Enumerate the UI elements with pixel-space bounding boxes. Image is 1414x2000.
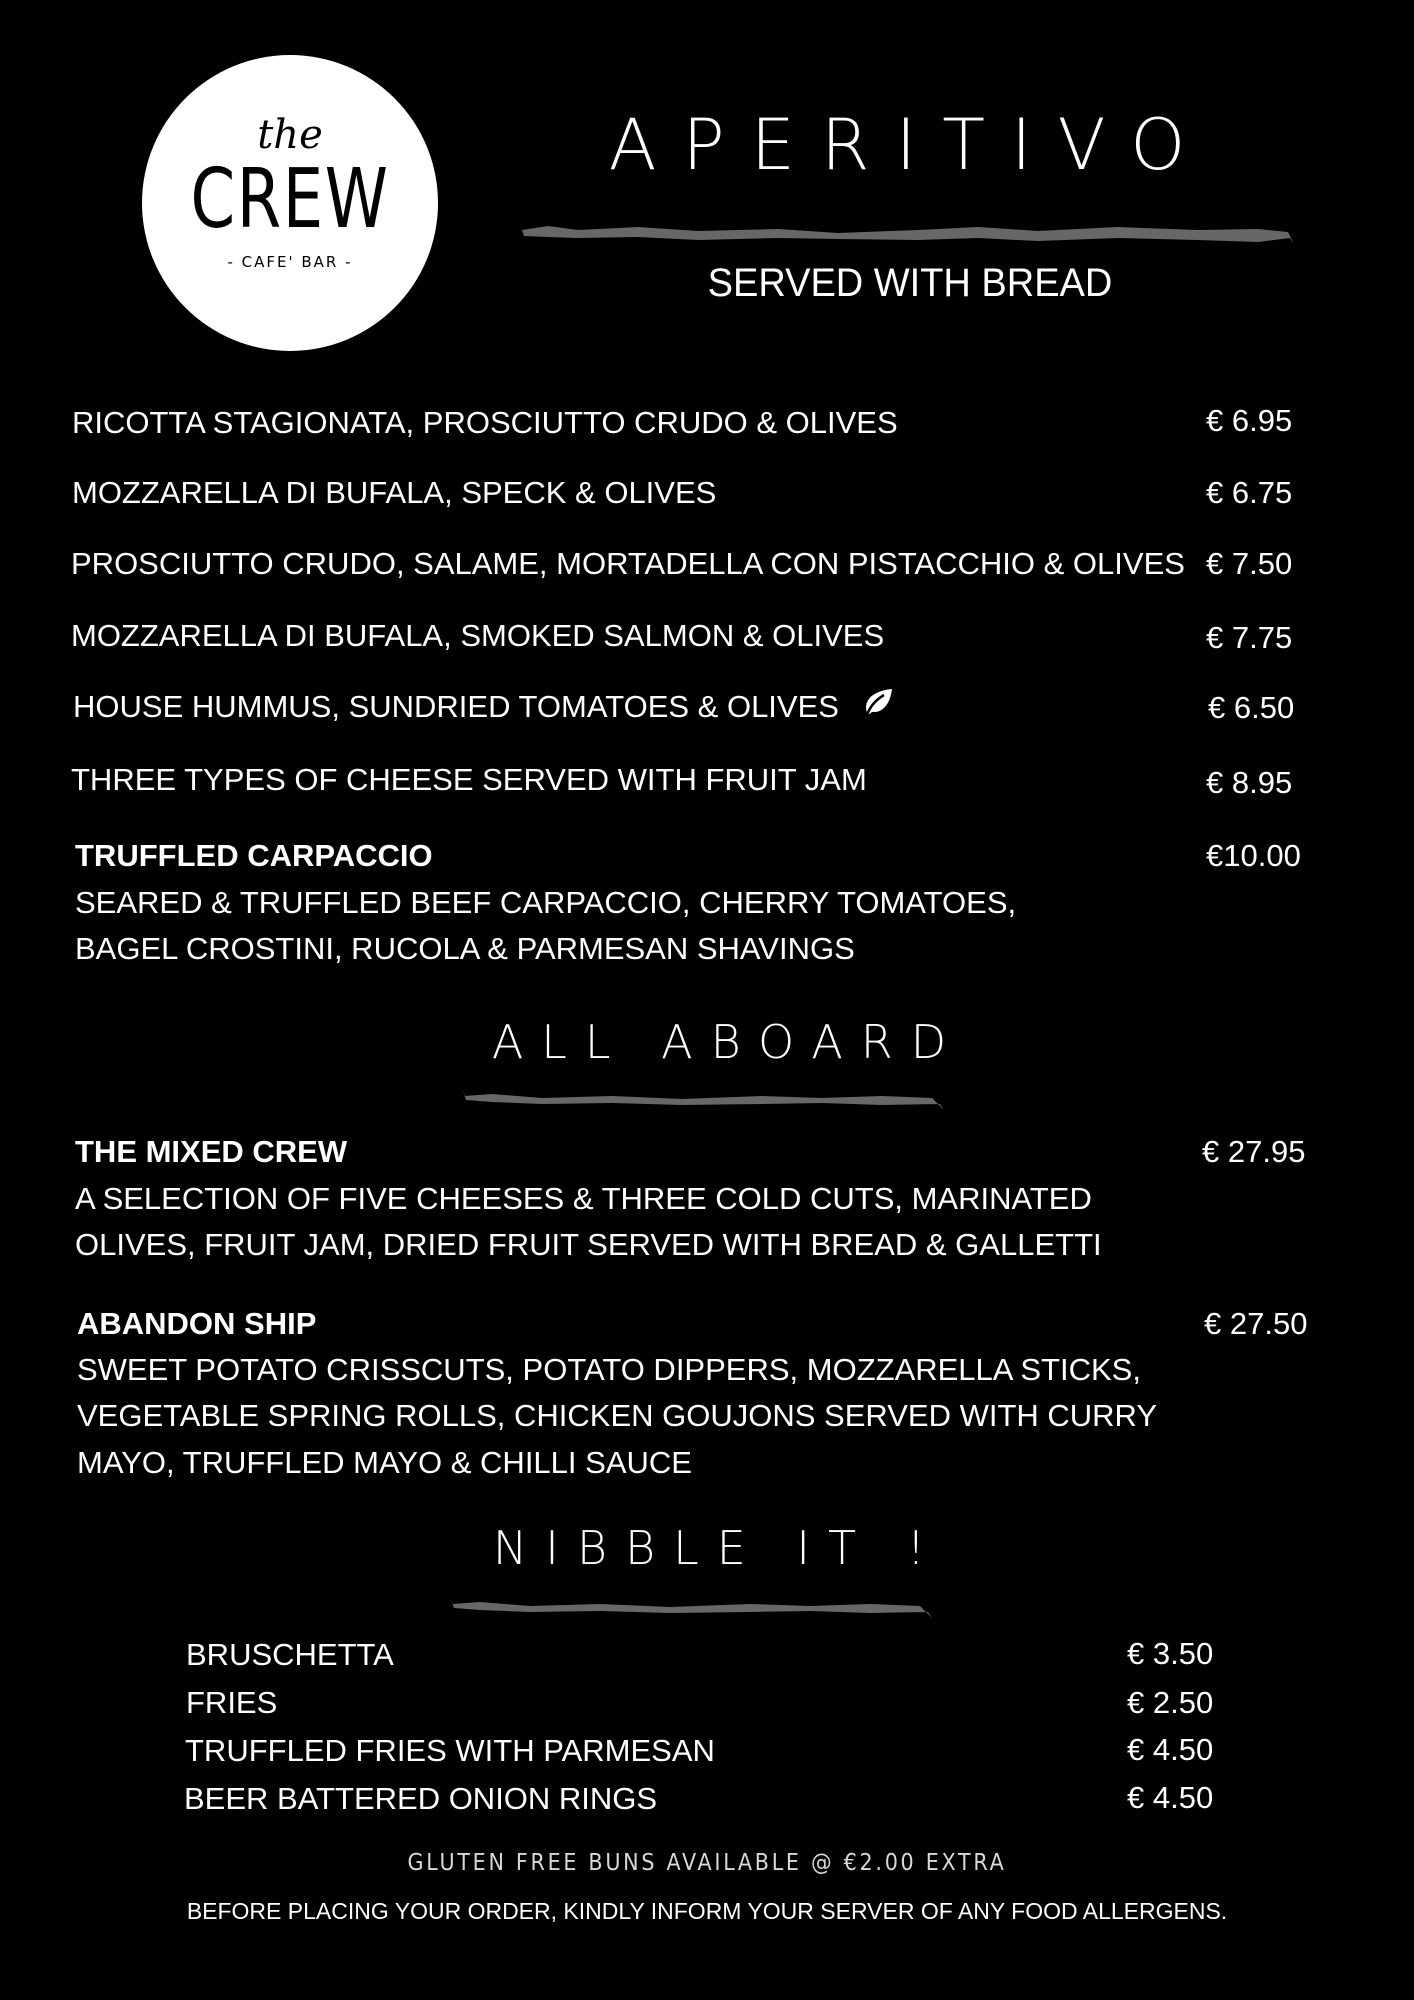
featured-item-desc: SEARED & TRUFFLED BEEF CARPACCIO, CHERRY TOMATOES,	[75, 885, 1017, 920]
section-subtitle: SERVED WITH BREAD	[707, 261, 1113, 305]
menu-item-price: € 8.95	[1206, 765, 1293, 800]
logo-the: the	[257, 112, 323, 158]
menu-item-name: HOUSE HUMMUS, SUNDRIED TOMATOES & OLIVES	[73, 689, 839, 724]
section-title-all-aboard: ALL ABOARD	[491, 1015, 965, 1069]
menu-item-price: € 4.50	[1127, 1780, 1214, 1815]
brush-divider-icon	[450, 1594, 934, 1620]
menu-item-price: € 2.50	[1127, 1685, 1214, 1720]
menu-item-desc: A SELECTION OF FIVE CHEESES & THREE COLD CUTS, MARINATED	[75, 1181, 1092, 1216]
menu-item-price: € 4.50	[1127, 1732, 1214, 1767]
logo-subtitle: - CAFE' BAR -	[227, 253, 353, 271]
menu-item-price: € 7.50	[1206, 546, 1293, 581]
menu-item-name: BRUSCHETTA	[186, 1637, 394, 1672]
logo	[142, 55, 438, 351]
menu-item-name: RICOTTA STAGIONATA, PROSCIUTTO CRUDO & OLIVES	[72, 405, 898, 440]
menu-item-price: € 3.50	[1127, 1636, 1214, 1671]
featured-item-name: TRUFFLED CARPACCIO	[75, 838, 433, 873]
menu-item-name: TRUFFLED FRIES WITH PARMESAN	[185, 1733, 715, 1768]
menu-item-price: € 27.50	[1204, 1306, 1308, 1341]
menu-item-price: € 6.75	[1206, 475, 1293, 510]
menu-item-name: ABANDON SHIP	[77, 1306, 317, 1341]
allergen-note: BEFORE PLACING YOUR ORDER, KINDLY INFORM YOUR SERVER OF ANY FOOD ALLERGENS.	[186, 1898, 1228, 1924]
menu-item-price: € 6.50	[1208, 690, 1295, 725]
gluten-free-note: GLUTEN FREE BUNS AVAILABLE @ €2.00 EXTRA	[407, 1850, 1007, 1876]
logo-name: CREW	[190, 152, 390, 247]
menu-item-name: PROSCIUTTO CRUDO, SALAME, MORTADELLA CON PISTACCHIO & OLIVES	[71, 546, 1185, 581]
leaf-icon	[860, 685, 894, 721]
menu-item-desc: VEGETABLE SPRING ROLLS, CHICKEN GOUJONS SERVED WITH CURRY	[77, 1398, 1158, 1433]
section-title-aperitivo: APERITIVO	[608, 104, 1212, 186]
menu-item-name: MOZZARELLA DI BUFALA, SPECK & OLIVES	[72, 475, 717, 510]
brush-divider-icon	[462, 1086, 946, 1112]
menu-item-name: THE MIXED CREW	[75, 1134, 348, 1169]
menu-item-price: € 27.95	[1202, 1134, 1306, 1169]
menu-item-name: THREE TYPES OF CHEESE SERVED WITH FRUIT JAM	[71, 762, 867, 797]
menu-item-desc: SWEET POTATO CRISSCUTS, POTATO DIPPERS, MOZZARELLA STICKS,	[77, 1352, 1141, 1387]
menu-item-price: € 7.75	[1206, 620, 1293, 655]
menu-item-desc: MAYO, TRUFFLED MAYO & CHILLI SAUCE	[77, 1445, 692, 1480]
menu-item-vegan	[73, 685, 894, 727]
menu-item-name: BEER BATTERED ONION RINGS	[184, 1781, 658, 1816]
menu-item-name: MOZZARELLA DI BUFALA, SMOKED SALMON & OLIVES	[71, 618, 885, 653]
featured-item-desc: BAGEL CROSTINI, RUCOLA & PARMESAN SHAVINGS	[75, 931, 855, 966]
menu-item-desc: OLIVES, FRUIT JAM, DRIED FRUIT SERVED WITH BREAD & GALLETTI	[75, 1227, 1102, 1262]
menu-item-price: € 6.95	[1206, 403, 1293, 438]
featured-item-price: €10.00	[1206, 838, 1301, 873]
section-title-nibble: NIBBLE IT !	[492, 1521, 944, 1575]
brush-divider-icon	[518, 216, 1296, 246]
menu-item-name: FRIES	[186, 1685, 278, 1720]
